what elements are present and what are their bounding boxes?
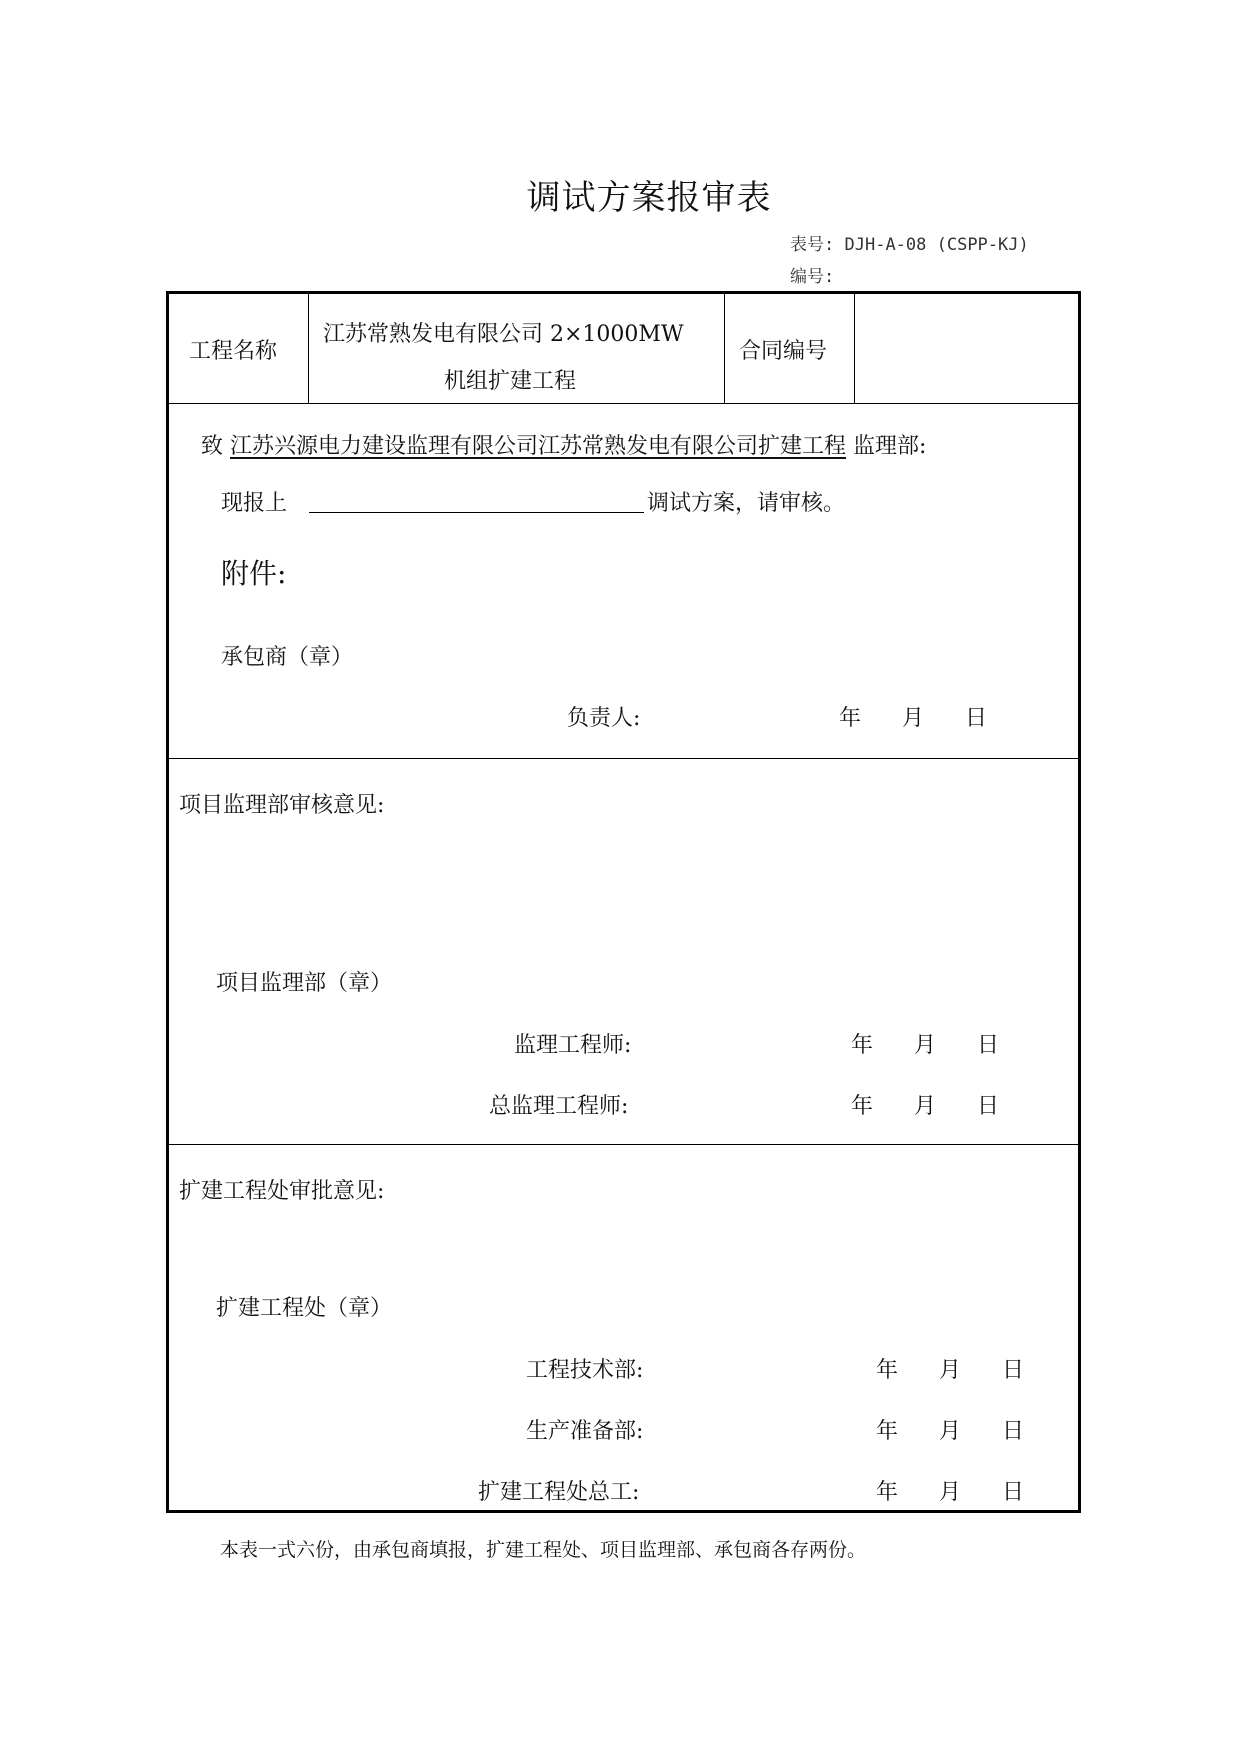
date-month: 月 — [939, 1419, 962, 1444]
date-day: 日 — [977, 1094, 1000, 1119]
supervision-heading: 项目监理部审核意见: — [179, 793, 385, 818]
date-year: 年 — [876, 1358, 899, 1383]
form-number-value: DJH-A-08 (CSPP-KJ) — [844, 235, 1029, 255]
date-day: 日 — [1002, 1419, 1025, 1444]
date-month: 月 — [939, 1358, 962, 1383]
date-year: 年 — [851, 1094, 874, 1119]
date-year: 年 — [839, 706, 862, 731]
attachment-label: 附件: — [221, 557, 287, 590]
recipient-organization: 江苏兴源电力建设监理有限公司江苏常熟发电有限公司扩建工程 — [230, 434, 847, 459]
project-name-line2: 机组扩建工程 — [444, 369, 577, 394]
project-name-line1: 江苏常熟发电有限公司 2×1000MW — [323, 322, 684, 347]
date-year: 年 — [876, 1419, 899, 1444]
report-prefix: 现报上 — [221, 491, 288, 516]
form-table — [166, 291, 1081, 1513]
expansion-heading: 扩建工程处审批意见: — [179, 1179, 385, 1204]
form-number — [790, 230, 1029, 255]
footer-note: 本表一式六份，由承包商填报，扩建工程处、项目监理部、承包商各存两份。 — [220, 1539, 867, 1561]
date-day: 日 — [1002, 1480, 1025, 1505]
serial-number-label: 编号: — [790, 267, 835, 287]
form-number-label: 表号: — [790, 235, 835, 255]
divider — [169, 758, 1078, 759]
tech-dept-label: 工程技术部: — [526, 1358, 644, 1383]
date-day: 日 — [1002, 1358, 1025, 1383]
contract-number-label: 合同编号 — [739, 339, 828, 364]
divider — [308, 294, 309, 403]
date-day: 日 — [965, 706, 988, 731]
date-month: 月 — [902, 706, 925, 731]
date-month: 月 — [914, 1094, 937, 1119]
production-dept-label: 生产准备部: — [526, 1419, 644, 1444]
divider — [169, 1144, 1078, 1145]
report-suffix: 调试方案，请审核。 — [647, 491, 846, 516]
contract-number-field[interactable] — [859, 298, 1073, 398]
project-name-label: 工程名称 — [189, 339, 278, 364]
date-month: 月 — [914, 1033, 937, 1058]
to-suffix: 监理部: — [853, 434, 927, 459]
responsible-person-label: 负责人: — [567, 706, 641, 731]
date-year: 年 — [851, 1033, 874, 1058]
chief-engineer-label: 总监理工程师: — [489, 1094, 629, 1119]
chief-label: 扩建工程处总工: — [478, 1480, 640, 1505]
divider — [169, 403, 1078, 404]
date-day: 日 — [977, 1033, 1000, 1058]
scheme-name-blank[interactable] — [309, 512, 644, 513]
date-month: 月 — [939, 1480, 962, 1505]
divider — [854, 294, 855, 403]
to-prefix: 致 — [201, 434, 224, 459]
page-title: 调试方案报审表 — [526, 178, 772, 218]
expansion-seal: 扩建工程处（章） — [216, 1296, 393, 1321]
date-year: 年 — [876, 1480, 899, 1505]
divider — [724, 294, 725, 403]
supervision-engineer-label: 监理工程师: — [514, 1033, 632, 1058]
contractor-seal: 承包商（章） — [221, 645, 354, 670]
supervision-seal: 项目监理部（章） — [216, 971, 393, 996]
